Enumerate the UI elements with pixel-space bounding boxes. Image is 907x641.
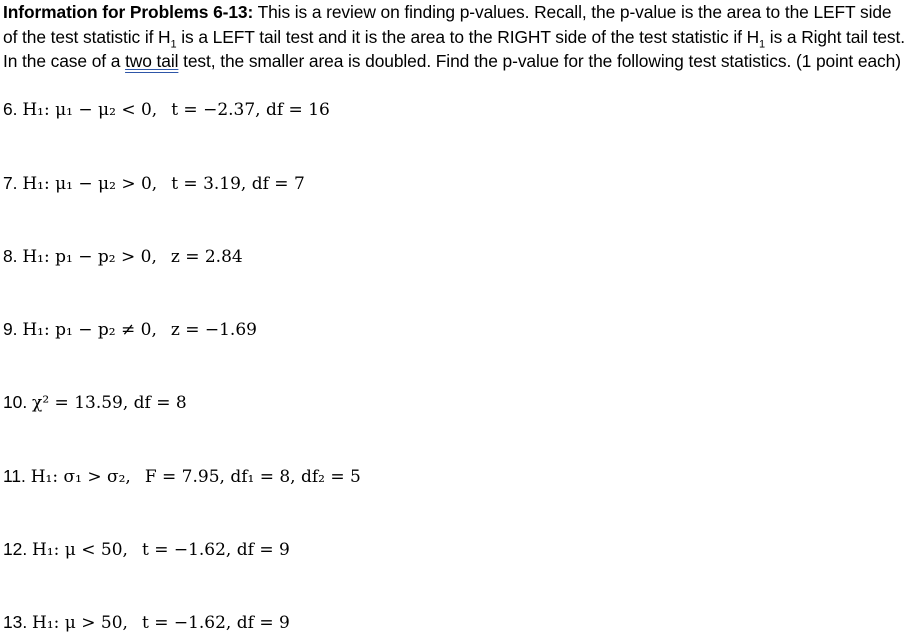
problem-number: 9. bbox=[3, 319, 18, 339]
problem-statistic: t = −1.62, df = 9 bbox=[141, 613, 290, 633]
problem-statistic: z = −1.69 bbox=[170, 320, 257, 340]
problem-hypothesis: H₁: p₁ − p₂ > 0, bbox=[22, 247, 157, 267]
problem-9 bbox=[3, 317, 257, 342]
problem-6 bbox=[3, 97, 330, 122]
problem-number: 11. bbox=[3, 466, 26, 486]
problem-statistic: t = 3.19, df = 7 bbox=[171, 174, 305, 194]
problem-hypothesis: χ² = 13.59, df = 8 bbox=[32, 393, 187, 413]
problem-number: 13. bbox=[3, 612, 28, 632]
problem-hypothesis: H₁: p₁ − p₂ ≠ 0, bbox=[22, 320, 157, 340]
problem-hypothesis: H₁: μ < 50, bbox=[32, 540, 128, 560]
instructions-paragraph bbox=[3, 0, 905, 74]
problem-statistic: t = −2.37, df = 16 bbox=[171, 100, 330, 120]
two-tail-underlined-text: two tail bbox=[125, 51, 179, 71]
instructions-heading: Information for Problems 6-13: bbox=[3, 2, 254, 22]
problem-number: 8. bbox=[3, 246, 18, 266]
problem-number: 10. bbox=[3, 392, 28, 412]
problem-hypothesis: H₁: μ₁ − μ₂ > 0, bbox=[22, 174, 158, 194]
problem-8 bbox=[3, 244, 243, 269]
problem-number: 12. bbox=[3, 539, 28, 559]
problem-statistic: z = 2.84 bbox=[170, 247, 243, 267]
subscript-2: 1 bbox=[759, 37, 766, 50]
problem-10 bbox=[3, 390, 187, 415]
instructions-text-4: test, the smaller area is doubled. Find the p-value for the following test statistics. (1 point each) bbox=[178, 51, 901, 71]
problem-12 bbox=[3, 537, 290, 562]
problem-hypothesis: H₁: μ₁ − μ₂ < 0, bbox=[22, 100, 158, 120]
problem-11 bbox=[3, 464, 361, 489]
instructions-text-3: is a Right tail test. In the case of a bbox=[3, 26, 905, 71]
instructions-text-1: This is a review on finding p-values. Recall, the p-value is the area to the LEFT side of the test statistic if H bbox=[3, 2, 892, 47]
problem-7 bbox=[3, 171, 305, 196]
instructions-text-2: is a LEFT tail test and it is the area to the RIGHT side of the test statistic if H bbox=[176, 26, 760, 47]
problem-number: 7. bbox=[3, 173, 18, 193]
problem-13 bbox=[3, 610, 290, 635]
subscript-1: 1 bbox=[170, 37, 177, 50]
problem-statistic: F = 7.95, df₁ = 8, df₂ = 5 bbox=[144, 467, 361, 487]
problem-number: 6. bbox=[3, 99, 18, 119]
problem-hypothesis: H₁: σ₁ > σ₂, bbox=[30, 467, 131, 487]
problem-statistic: t = −1.62, df = 9 bbox=[141, 540, 290, 560]
problem-hypothesis: H₁: μ > 50, bbox=[32, 613, 128, 633]
